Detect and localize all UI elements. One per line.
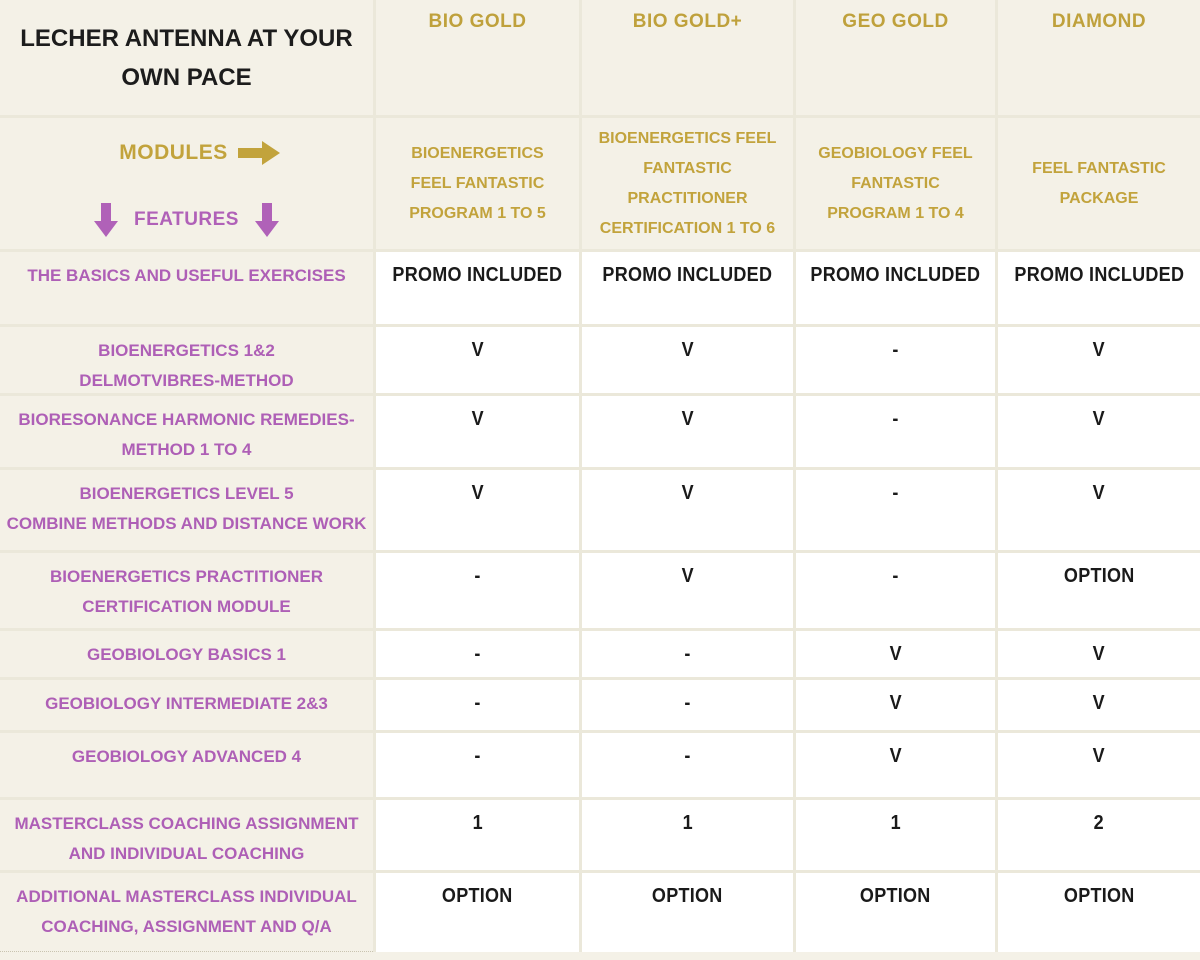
value-cell: V: [582, 470, 793, 550]
value-cell: -: [376, 733, 579, 797]
down-arrow-icon: [94, 203, 118, 237]
feature-line: GEOBIOLOGY ADVANCED 4: [71, 747, 302, 766]
value-cell: V: [998, 396, 1200, 467]
module-line: FANTASTIC: [851, 174, 940, 192]
value-cell: -: [796, 327, 995, 393]
module-header-diamond: [998, 118, 1200, 249]
feature-label-level-5: [0, 470, 373, 550]
feature-label-additional-masterclass: [0, 873, 373, 952]
feature-line: AND INDIVIDUAL COACHING: [68, 844, 305, 863]
value-cell: 1: [796, 800, 995, 870]
module-header-bio-gold: [376, 118, 579, 249]
value-cell: V: [582, 396, 793, 467]
module-header-geo-gold: [796, 118, 995, 249]
feature-line: COMBINE METHODS AND DISTANCE WORK: [6, 514, 367, 533]
value-cell: OPTION: [998, 553, 1200, 628]
feature-label-practitioner-certification: [0, 553, 373, 628]
value-cell: 1: [582, 800, 793, 870]
feature-line: BIORESONANCE HARMONIC REMEDIES-: [18, 410, 355, 429]
value-cell: 1: [376, 800, 579, 870]
feature-line: THE BASICS AND USEFUL EXERCISES: [27, 266, 346, 285]
feature-line: CERTIFICATION MODULE: [82, 597, 291, 616]
down-arrow-icon: [255, 203, 279, 237]
value-cell: PROMO INCLUDED: [376, 252, 579, 324]
feature-label-geobiology-advanced: [0, 733, 373, 797]
module-line: PRACTITIONER: [627, 189, 748, 207]
value-cell: -: [376, 553, 579, 628]
module-line: PROGRAM 1 TO 5: [409, 204, 546, 222]
page-title-line: LECHER ANTENNA AT YOUR: [20, 24, 353, 52]
value-cell: -: [796, 396, 995, 467]
feature-line: METHOD 1 TO 4: [121, 440, 252, 459]
value-cell: V: [796, 680, 995, 730]
value-cell: V: [998, 680, 1200, 730]
feature-line: MASTERCLASS COACHING ASSIGNMENT: [14, 814, 359, 833]
value-cell: V: [376, 327, 579, 393]
feature-label-bioenergetics-1-2: [0, 327, 373, 393]
value-cell: -: [376, 631, 579, 677]
module-header-bio-gold-plus: [582, 118, 793, 249]
value-cell: -: [582, 631, 793, 677]
feature-label-basics: [0, 252, 373, 324]
value-cell: PROMO INCLUDED: [582, 252, 793, 324]
value-cell: V: [582, 327, 793, 393]
module-line: CERTIFICATION 1 TO 6: [599, 219, 776, 237]
feature-line: BIOENERGETICS 1&2: [98, 341, 275, 360]
feature-label-masterclass-coaching: [0, 800, 373, 870]
feature-line: GEOBIOLOGY BASICS 1: [86, 645, 286, 664]
module-line: BIOENERGETICS: [411, 144, 544, 162]
feature-line: BIOENERGETICS PRACTITIONER: [50, 567, 323, 586]
feature-line: COACHING, ASSIGNMENT AND Q/A: [41, 917, 332, 936]
value-cell: -: [376, 680, 579, 730]
value-cell: OPTION: [582, 873, 793, 952]
value-cell: V: [998, 733, 1200, 797]
value-cell: -: [796, 553, 995, 628]
feature-label-geobiology-intermediate: [0, 680, 373, 730]
modules-label: MODULES: [119, 141, 228, 164]
feature-line: BIOENERGETICS LEVEL 5: [79, 484, 294, 503]
column-header-bio-gold: BIO GOLD: [376, 0, 579, 115]
features-label: FEATURES: [134, 209, 239, 230]
page-title: [0, 0, 373, 115]
value-cell: V: [998, 327, 1200, 393]
column-header-geo-gold: GEO GOLD: [796, 0, 995, 115]
value-cell: PROMO INCLUDED: [998, 252, 1200, 324]
value-cell: OPTION: [796, 873, 995, 952]
feature-label-geobiology-basics: [0, 631, 373, 677]
module-line: PROGRAM 1 TO 4: [827, 204, 964, 222]
value-cell: V: [582, 553, 793, 628]
feature-label-bioresonance: [0, 396, 373, 467]
value-cell: V: [998, 470, 1200, 550]
right-arrow-icon: [238, 140, 280, 166]
value-cell: -: [582, 680, 793, 730]
value-cell: V: [376, 396, 579, 467]
value-cell: V: [796, 733, 995, 797]
value-cell: -: [582, 733, 793, 797]
value-cell: V: [998, 631, 1200, 677]
value-cell: V: [796, 631, 995, 677]
module-line: FEEL FANTASTIC: [410, 174, 545, 192]
feature-line: GEOBIOLOGY INTERMEDIATE 2&3: [45, 694, 328, 713]
value-cell: V: [376, 470, 579, 550]
modules-features-corner: [0, 118, 373, 249]
column-header-diamond: DIAMOND: [998, 0, 1200, 115]
module-line: PACKAGE: [1059, 189, 1139, 207]
feature-line: ADDITIONAL MASTERCLASS INDIVIDUAL: [16, 887, 357, 906]
module-line: BIOENERGETICS FEEL: [598, 129, 777, 147]
value-cell: 2: [998, 800, 1200, 870]
module-line: FANTASTIC: [643, 159, 732, 177]
feature-line: DELMOTVIBRES-METHOD: [79, 371, 294, 390]
column-header-bio-gold-plus: BIO GOLD+: [582, 0, 793, 115]
value-cell: -: [796, 470, 995, 550]
value-cell: PROMO INCLUDED: [796, 252, 995, 324]
value-cell: OPTION: [998, 873, 1200, 952]
page-title-line: OWN PACE: [121, 63, 252, 91]
value-cell: OPTION: [376, 873, 579, 952]
module-line: GEOBIOLOGY FEEL: [818, 144, 973, 162]
module-line: FEEL FANTASTIC: [1032, 159, 1166, 177]
